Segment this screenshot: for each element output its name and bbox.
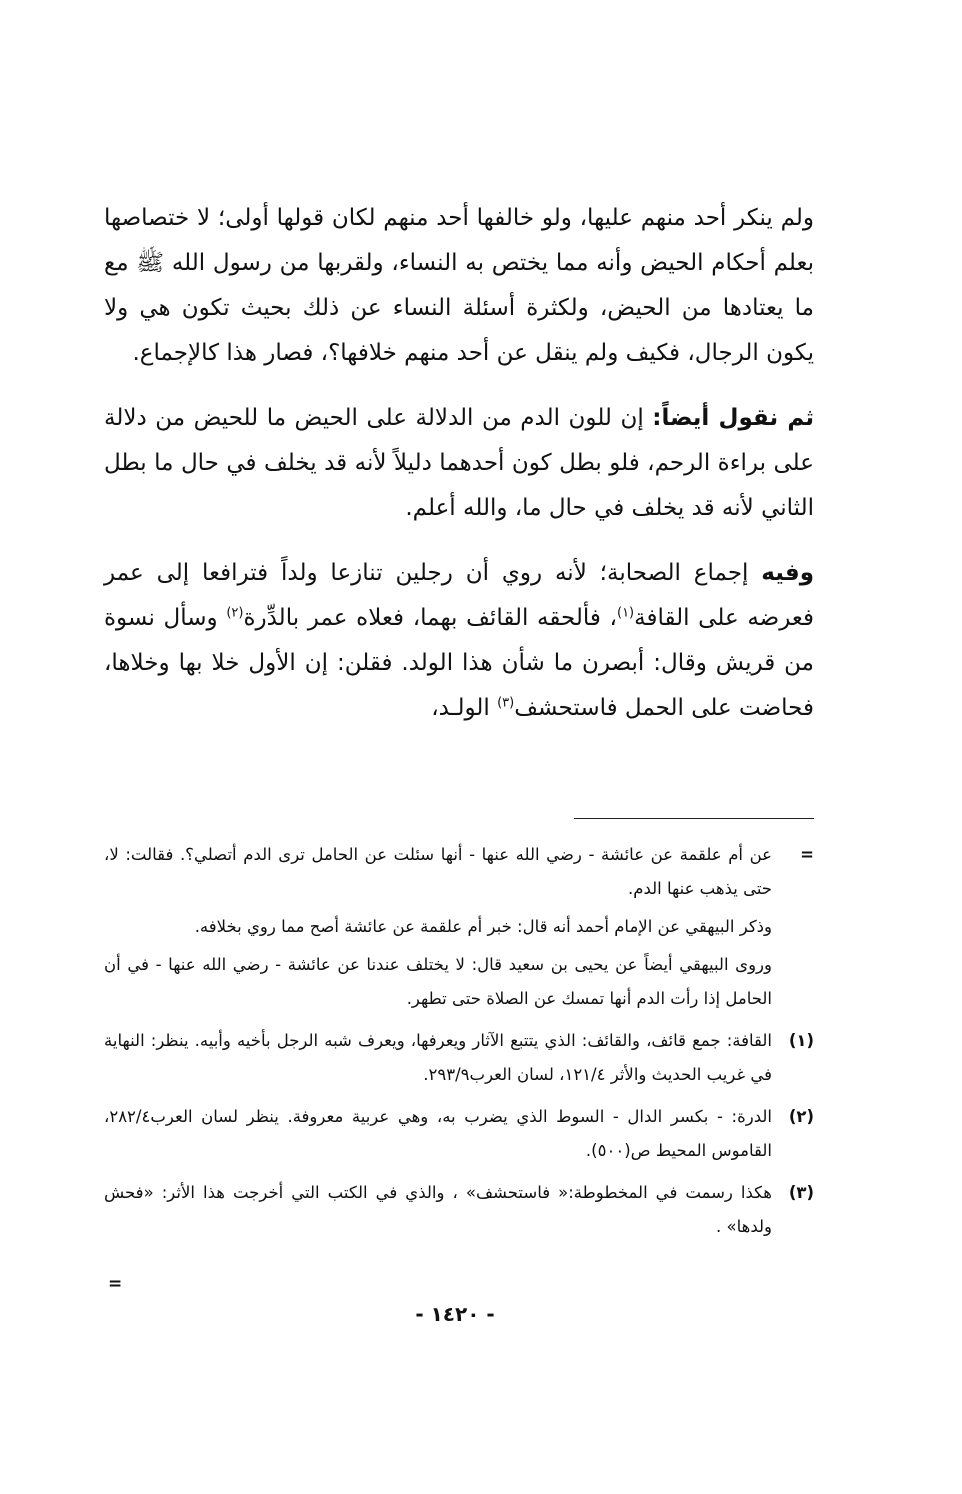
footnote-continued [104,838,814,1016]
footnote-2-mark: (٢) [788,1107,814,1126]
footnote-3-text: هكذا رسمت في المخطوطة:« فاستحشف» ، والذي في الكتب التي أخرجت هذا الأثر: «فحش ولدها» . [104,1183,772,1236]
footnote-1-text: القافة: جمع قائف، والقائف: الذي يتتبع الآثار ويعرفها، ويعرف شبه الرجل بأخيه وأبيه. ينظر: النهاية في غريب الحديث والأثر ١٢١/٤، لسان العرب٢٩٣/٩. [104,1031,772,1084]
paragraph-3-text-c: وسأل نسوة من قريش وقال: أبصرن ما شأن هذا الولد. فقلن: إن الأول خلا بها وخلاها، فحاضت على الحمل فاستحشف [104,605,814,721]
paragraph-3 [104,551,814,731]
footnote-continued-line-2: وذكر البيهقي عن الإمام أحمد أنه قال: خبر أم علقمة عن عائشة أصح مما روي بخلافه. [194,917,772,936]
paragraph-3-text-a: إجماع الصحابة؛ لأنه روي أن رجلين تنازعا ولداً فترافعا إلى عمر فعرضه على القافة [104,560,814,631]
footnote-2-text: الدرة: - بكسر الدال - السوط الذي يضرب به، وهي عربية معروفة. ينظر لسان العرب٢٨٢/٤، القاموس المحيط ص(٥٠٠). [104,1107,772,1160]
paragraph-1 [104,196,814,376]
footnote-3 [104,1176,814,1244]
paragraph-3-text-b: ، فألحقه القائف بهما، فعلاه عمر بالدِّرة [243,605,617,631]
footnote-1 [104,1024,814,1092]
footnote-3-mark: (٣) [788,1183,814,1202]
footnote-ref-3[interactable]: (٣) [497,695,515,711]
paragraph-1-text: ولم ينكر أحد منهم عليها، ولو خالفها أحد منهم لكان قولها أولى؛ لا ختصاصها بعلم أحكام الحيض وأنه مما يختص به النساء، ولقربها من رسول الله ﷺ مع ما يعتادها من الحيض، ولكثرة أسئلة النساء عن ذلك بحيث تكون هي ولا يكون الرجال، فكيف ولم ينقل عن أحد منهم خلافها؟، فصار هذا كالإجماع. [104,205,814,366]
footnote-continued-body [104,838,772,1016]
paragraph-3-text-d: الولـد، [431,695,498,721]
footnote-continued-line-3: وروى البيهقي أيضاً عن يحيى بن سعيد قال: لا يختلف عندنا عن عائشة - رضي الله عنها - في أن الحامل إذا رأت الدم أنها تمسك عن الصلاة حتى تطهر. [104,955,772,1008]
footnote-1-mark: (١) [788,1031,814,1050]
footnote-ref-1[interactable]: (١) [616,605,635,621]
footnote-continued-mark: = [800,845,814,864]
page-number: - ١٤٢٠ - [415,1302,495,1326]
footnote-continuation-mark: = [108,1274,123,1294]
footnotes [104,838,814,1244]
footnote-ref-2[interactable]: (٢) [226,605,244,621]
main-text [104,196,814,731]
footnote-separator [574,818,814,819]
paragraph-2 [104,396,814,531]
paragraph-2-lead: ثم نقول أيضاً: [652,405,814,431]
paragraph-3-lead: وفيه [761,560,814,586]
paragraph-2-text: إن للون الدم من الدلالة على الحيض ما للحيض من دلالة على براءة الرحم، فلو بطل كون أحدهما دليلاً لأنه قد يخلف في حال ما بطل الثاني لأنه قد يخلف في حال ما، والله أعلم. [104,405,814,521]
footnote-continued-line-1: عن أم علقمة عن عائشة - رضي الله عنها - أنها سئلت عن الحامل ترى الدم أتصلي؟. فقالت: لا، حتى يذهب عنها الدم. [104,845,772,898]
footnote-2 [104,1100,814,1168]
